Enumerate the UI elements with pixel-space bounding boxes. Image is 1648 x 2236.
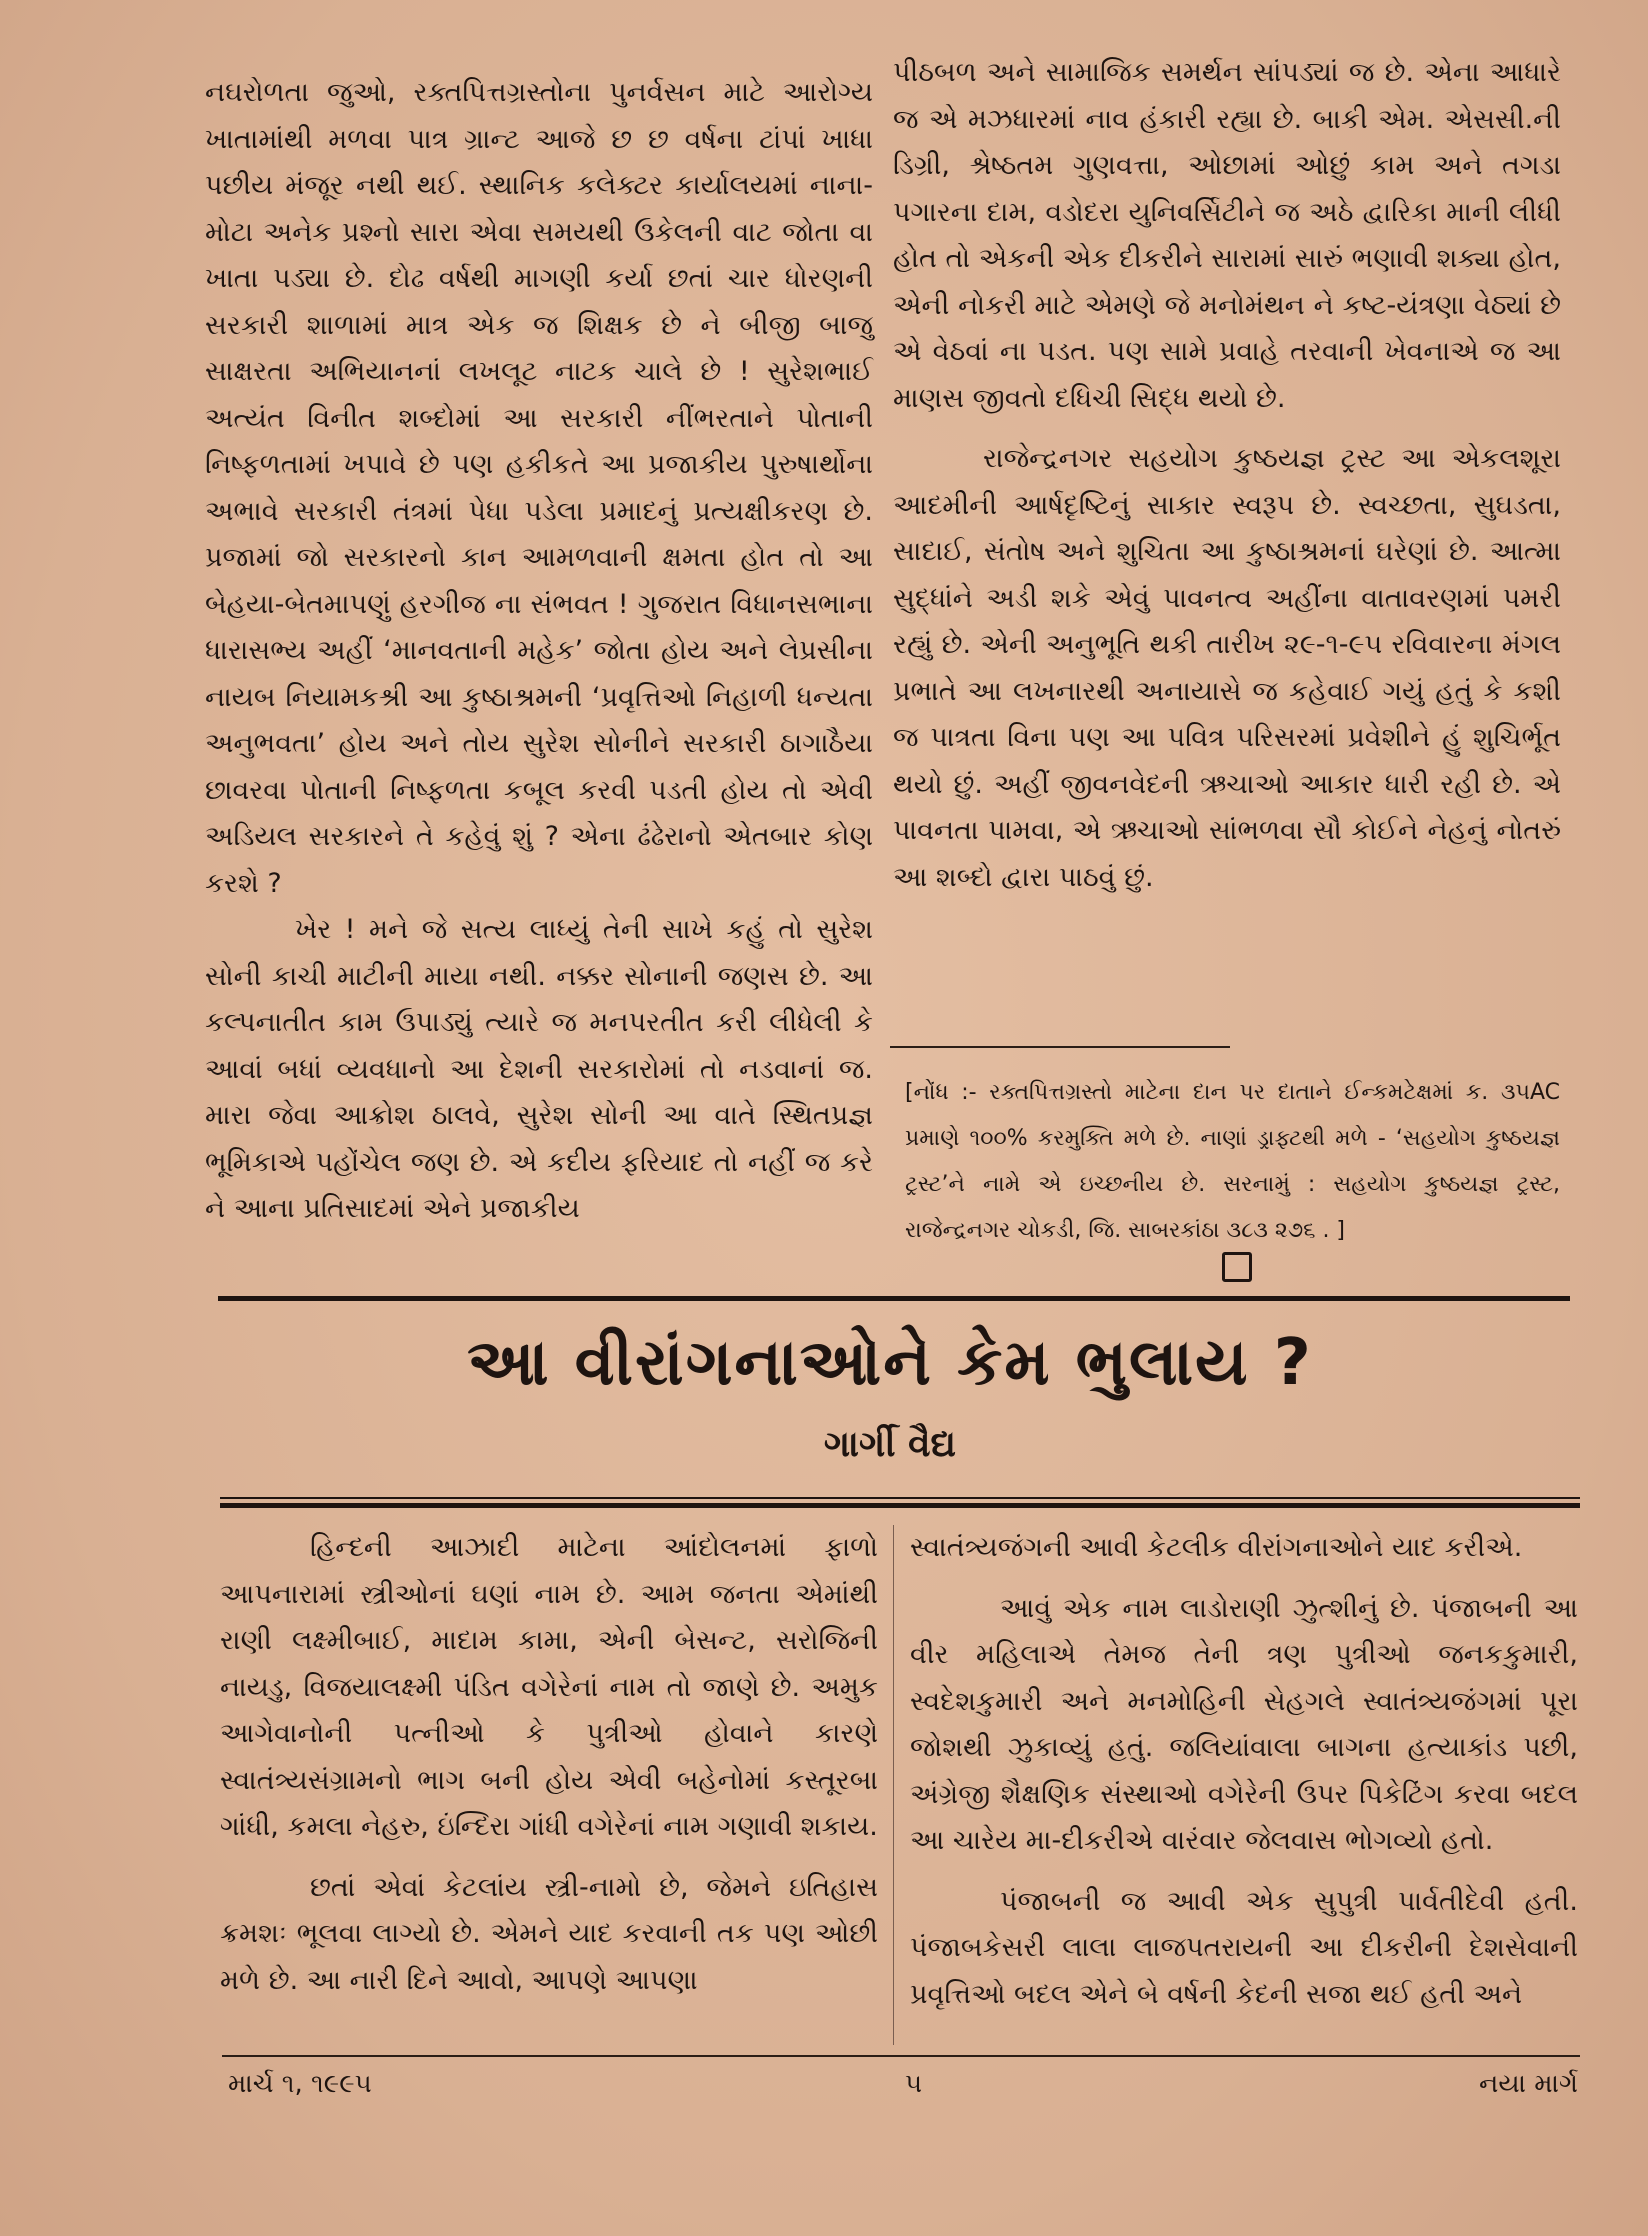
paragraph: રાજેન્દ્રનગર સહયોગ કુષ્ઠયજ્ઞ ટ્રસ્ટ આ એકલશૂરા આદમીની આર્ષદૃષ્ટિનું સાકાર સ્વરૂપ છે. સ્વચ્છતા, સુઘડતા, સાદાઈ, સંતોષ અને શુચિતા આ કુષ્ઠાશ્રમનાં ઘરેણાં છે. આત્મા સુદ્ધાંને અડી શકે એવું પાવનત્વ અહીંના વાતાવરણમાં પમરી રહ્યું છે. એની અનુભૂતિ થકી તારીખ ૨૯-૧-૯૫ રવિવારના મંગલ પ્રભાતે આ લખનારથી અનાયાસે જ કહેવાઈ ગયું હતું કે કશી જ પાત્રતા વિના પણ આ પવિત્ર પરિસરમાં પ્રવેશીને હું શુચિર્ભૂત થયો છું. અહીં જીવનવેદની ઋચાઓ આકાર ધારી રહી છે. એ પાવનતા પામવા, એ ઋચાઓ સાંભળવા સૌ કોઈને નેહનું નોતરું આ શબ્દો દ્વારા પાઠવું છું. — [893, 443, 1561, 893]
footer-date: માર્ચ ૧, ૧૯૯૫ — [228, 2069, 372, 2099]
footer-rule — [222, 2055, 1580, 2057]
note-separator — [890, 1046, 1230, 1048]
paragraph: પીઠબળ અને સામાજિક સમર્થન સાંપડ્યાં જ છે. એના આધારે જ એ મઝધારમાં નાવ હંકારી રહ્યા છે. બાકી એમ. એસસી.ની ડિગ્રી, શ્રેષ્ઠતમ ગુણવત્તા, ઓછામાં ઓછું કામ અને તગડા પગારના દામ, વડોદરા યુનિવર્સિટીને જ અઠે દ્વારિકા માની લીધી હોત તો એકની એક દીકરીને સારામાં સારું ભણાવી શક્યા હોત, એની નોકરી માટે એમણે જે મનોમંથન ને કષ્ટ-યંત્રણા વેઠ્યાં છે એ વેઠવાં ના પડત. પણ સામે પ્રવાહે તરવાની ખેવનાએ જ આ માણસ જીવતો દધિચી સિદ્ધ થયો છે. — [893, 57, 1561, 414]
article-left-column — [220, 1525, 878, 2004]
end-mark-icon — [1222, 1252, 1252, 1282]
paragraph: નઘરોળતા જુઓ, રક્તપિત્તગ્રસ્તોના પુનર્વસન માટે આરોગ્ય ખાતામાંથી મળવા પાત્ર ગ્રાન્ટ આજે છ છ વર્ષના ટાંપાં ખાધા પછીય મંજૂર નથી થઈ. સ્થાનિક કલેક્ટર કાર્યાલયમાં નાના-મોટા અનેક પ્રશ્નો સારા એવા સમયથી ઉકેલની વાટ જોતા વા ખાતા પડ્યા છે. દોઢ વર્ષથી માગણી કર્યા છતાં ચાર ધોરણની સરકારી શાળામાં માત્ર એક જ શિક્ષક છે ને બીજી બાજુ સાક્ષરતા અભિયાનનાં લખલૂટ નાટક ચાલે છે ! સુરેશભાઈ અત્યંત વિનીત શબ્દોમાં આ સરકારી નીંભરતાને પોતાની નિષ્ફળતામાં ખપાવે છે પણ હકીકતે આ પ્રજાકીય પુરુષાર્થોના અભાવે સરકારી તંત્રમાં પેધા પડેલા પ્રમાદનું પ્રત્યક્ષીકરણ છે. પ્રજામાં જો સરકારનો કાન આમળવાની ક્ષમતા હોત તો આ બેહયા-બેતમાપણું હરગીજ ના સંભવત ! ગુજરાત વિધાનસભાના ધારાસભ્ય અહીં ‘માનવતાની મહેક’ જોતા હોય અને લેપ્રસીના નાયબ નિયામકશ્રી આ કુષ્ઠાશ્રમની ‘પ્રવૃત્તિઓ નિહાળી ધન્યતા અનુભવતા’ હોય અને તોય સુરેશ સોનીને સરકારી ઠાગાઠૈયા છાવરવા પોતાની નિષ્ફળતા કબૂલ કરવી પડતી હોય તો એવી અડિયલ સરકારને તે કહેવું શું ? એના ઢંઢેરાનો એતબાર કોણ કરશે ? — [205, 77, 873, 899]
paragraph: ખેર ! મને જે સત્ય લાધ્યું તેની સાખે કહું તો સુરેશ સોની કાચી માટીની માયા નથી. નક્કર સોનાની જણસ છે. આ કલ્પનાતીત કામ ઉપાડ્યું ત્યારે જ મનપરતીત કરી લીધેલી કે આવાં બધાં વ્યવધાનો આ દેશની સરકારોમાં તો નડવાનાં જ. મારા જેવા આક્રોશ ઠાલવે, સુરેશ સોની આ વાતે સ્થિતપ્રજ્ઞ ભૂમિકાએ પહોંચેલ જણ છે. એ કદીય ફરિયાદ તો નહીં જ કરે ને આના પ્રતિસાદમાં એને પ્રજાકીય — [205, 914, 873, 1224]
footnote: [નોંધ :- રક્તપિત્તગ્રસ્તો માટેના દાન પર દાતાને ઈન્કમટેક્ષમાં ક. ૩૫AC પ્રમાણે ૧૦૦% કરમુક્તિ મળે છે. નાણાં ડ્રાફ્ટથી મળે - ‘સહયોગ કુષ્ઠયજ્ઞ ટ્રસ્ટ’ને નામે એ ઇચ્છનીય છે. સરનામું : સહયોગ કુષ્ઠયજ્ઞ ટ્રસ્ટ, રાજેન્દ્રનગર ચોકડી, જિ. સાબરકાંઠા ૩૮૩ ૨૭૬ . ] — [905, 1080, 1560, 1243]
paragraph: પંજાબની જ આવી એક સુપુત્રી પાર્વતીદેવી હતી. પંજાબકેસરી લાલા લાજપતરાયની આ દીકરીની દેશસેવાની પ્રવૃત્તિઓ બદલ એને બે વર્ષની કેદની સજા થઈ હતી અને — [910, 1885, 1578, 2010]
column-divider — [893, 1525, 894, 2045]
article-title: આ વીરાંગનાઓને કેમ ભુલાય ? — [467, 1326, 1313, 1400]
paragraph: સ્વાતંત્ર્યજંગની આવી કેટલીક વીરાંગનાઓને યાદ કરીએ. — [910, 1532, 1523, 1563]
page-number: ૫ — [905, 2069, 923, 2099]
article-right-column — [910, 1525, 1578, 2018]
section-divider-top — [218, 1296, 1570, 1301]
section-divider-bottom — [220, 1503, 1580, 1508]
top-right-column — [893, 50, 1561, 901]
paragraph: હિન્દની આઝાદી માટેના આંદોલનમાં ફાળો આપનારામાં સ્ત્રીઓનાં ઘણાં નામ છે. આમ જનતા એમાંથી રાણી લક્ષ્મીબાઈ, માદામ કામા, એની બેસન્ટ, સરોજિની નાયડુ, વિજયાલક્ષ્મી પંડિત વગેરેનાં નામ તો જાણે છે. અમુક આગેવાનોની પત્નીઓ કે પુત્રીઓ હોવાને કારણે સ્વાતંત્ર્યસંગ્રામનો ભાગ બની હોય એવી બહેનોમાં કસ્તૂરબા ગાંધી, કમલા નેહરુ, ઇંન્દિરા ગાંધી વગેરેનાં નામ ગણાવી શકાય. — [220, 1532, 878, 1842]
article-author: ગાર્ગી વૈદ્ય — [823, 1424, 957, 1465]
section-divider-bottom-thin — [220, 1497, 1580, 1499]
paragraph: છતાં એવાં કેટલાંય સ્ત્રી-નામો છે, જેમને ઇતિહાસ ક્રમશઃ ભૂલવા લાગ્યો છે. એમને યાદ કરવાની તક પણ ઓછી મળે છે. આ નારી દિને આવો, આપણે આપણા — [220, 1871, 878, 1996]
top-left-column — [205, 70, 873, 1233]
magazine-name: નયા માર્ગ — [1478, 2069, 1578, 2099]
paragraph: આવું એક નામ લાડોરાણી ઝુત્શીનું છે. પંજાબની આ વીર મહિલાએ તેમજ તેની ત્રણ પુત્રીઓ જનકકુમારી, સ્વદેશકુમારી અને મનમોહિની સેહગલે સ્વાતંત્ર્યજંગમાં પૂરા જોશથી ઝુકાવ્યું હતું. જલિયાંવાલા બાગના હત્યાકાંડ પછી, અંગ્રેજી શૈક્ષણિક સંસ્થાઓ વગેરેની ઉપર પિકેટિંગ કરવા બદલ આ ચારેય મા-દીકરીએ વારંવાર જેલવાસ ભોગવ્યો હતો. — [910, 1592, 1578, 1856]
